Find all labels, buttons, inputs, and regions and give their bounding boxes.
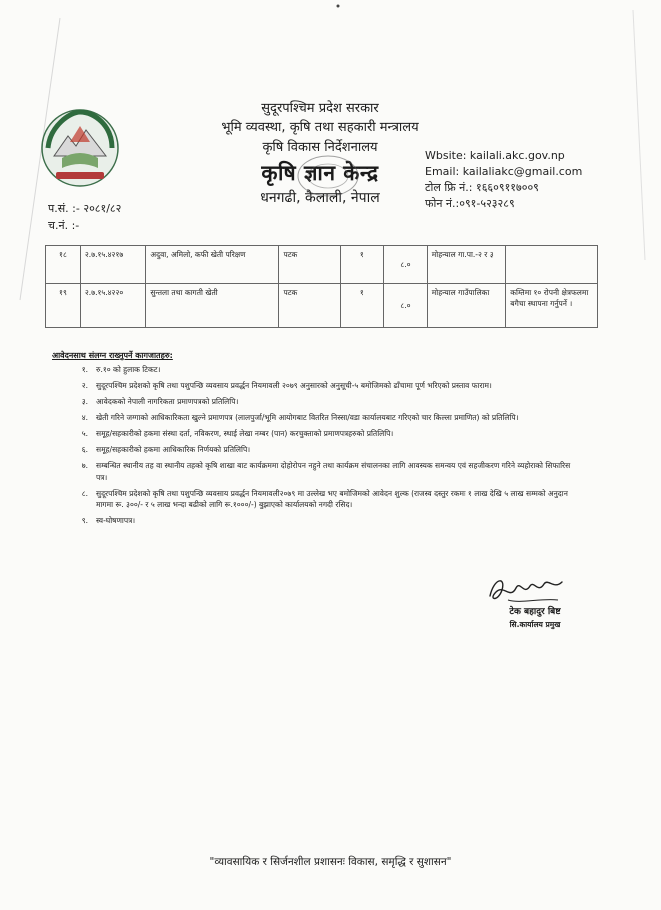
- header-ministry: भूमि व्यवस्था, कृषि तथा सहकारी मन्त्रालय: [221, 120, 419, 135]
- requirements-title: आवेदनसाथ संलग्न राख्नुपर्ने कागजातहरु:: [52, 351, 173, 360]
- list-item: [52, 428, 572, 440]
- website-text: Wbsite: kailali.akc.gov.np: [425, 149, 565, 162]
- item-number: ७.: [81, 461, 88, 470]
- cell-crop: अदुवा, अमिलो, कफी खेती परिक्षण: [146, 246, 279, 284]
- cell-remark: कम्तिमा १० रोपनी क्षेत्रफलमा बगैचा स्थापना गर्नुपर्ने ।: [506, 284, 598, 328]
- item-number: १.: [81, 365, 88, 374]
- dispatch-number: च.नं. :-: [48, 219, 80, 232]
- table-row: [46, 246, 598, 284]
- list-item: [52, 380, 572, 392]
- program-table: [45, 245, 598, 328]
- item-number: ४.: [81, 413, 88, 422]
- cell-amount: ८.०: [384, 246, 428, 284]
- reference-numbers: [48, 200, 121, 234]
- item-number: ८.: [81, 488, 88, 498]
- item-text: खेती गरिने जग्गाको आधिकारिकता खुल्ने प्रमाणपत्र (लालपुर्जा/भूमि आयोगबाट वितरित निस्सा/वडा कार्यालयबाट गरिएको चार किल्ला प्रमाणित) को प्रतिलिपि।: [96, 413, 519, 422]
- item-number: ५.: [81, 429, 88, 438]
- header-government: सुदूरपश्चिम प्रदेश सरकार: [261, 101, 379, 116]
- footer-slogan: "व्यावसायिक र सिर्जनशील प्रशासनः विकास, समृद्धि र सुशासन": [209, 856, 452, 868]
- item-text: सम्बन्धित स्थानीय तह वा स्थानीय तहको कृषि शाखा बाट कार्यक्रममा दोहोरोपन नहुने तथा कार्यक्रम संचालनका लागि आवस्यक समन्वय एवं सहजीकरण गरिने व्यहोराको सिफारिस पत्र।: [96, 461, 571, 482]
- cell-unit: पटक: [279, 284, 340, 328]
- table-row: [46, 284, 598, 328]
- letter-number: प.सं. :- २०८१/८२: [48, 202, 122, 215]
- list-item: [52, 412, 572, 424]
- item-number: ६.: [81, 445, 88, 454]
- cell-amount: ८.०: [384, 284, 428, 328]
- cell-place: मोहन्याल गा.पा.-२ र ३: [427, 246, 506, 284]
- list-item: [52, 364, 572, 376]
- header-office-name: कृषि ज्ञान केन्द्र: [261, 161, 379, 185]
- signature-icon: [480, 570, 570, 608]
- item-text: समूह/सहकारीको हकमा संस्था दर्ता, नविकरण, स्थाई लेखा नम्बर (पान) करचुक्ताको प्रमाणपत्रहरुको प्रतिलिपि।: [96, 429, 394, 438]
- requirements-list: [52, 364, 572, 531]
- cell-qty: १: [340, 246, 384, 284]
- signatory-name: टेक बहादुर बिष्ट: [509, 607, 561, 617]
- list-item: [52, 444, 572, 456]
- tollfree-text: टोल फ्रि नं.: १६६०९११७००९: [425, 181, 539, 194]
- header-directorate: कृषि विकास निर्देशनालय: [262, 140, 378, 155]
- cell-reg: २.७.१५.४२२०: [80, 284, 145, 328]
- contact-block: [425, 148, 625, 212]
- cell-crop: सुन्तला तथा कागती खेती: [146, 284, 279, 328]
- item-text: स्व-घोषणापत्र।: [96, 516, 136, 525]
- cell-unit: पटक: [279, 246, 340, 284]
- item-number: ९.: [81, 516, 88, 525]
- list-item: [52, 515, 572, 527]
- item-text: रु.१० को हुलाक टिकट।: [96, 365, 161, 374]
- item-text: सुदूरपश्चिम प्रदेशको कृषि तथा पशुपन्छि व्यवसाय प्रवर्द्धन नियमावली२०७९ मा उल्लेख भए बमोजिमको आवेदन शुल्क (राजस्व दस्तुर रकमः १ लाख देखि ५ लाख सम्मको अनुदान मागमा रू. ३००/- र ५ लाख भन्दा बढीको लागि रू.१०००/-) बुझाएको कार्यालयको नगदी रसिद।: [96, 488, 568, 509]
- list-item: [52, 460, 572, 483]
- header-address: धनगढी, कैलाली, नेपाल: [260, 190, 380, 206]
- item-number: २.: [81, 381, 88, 390]
- list-item: [52, 488, 572, 511]
- nepal-emblem-icon: [40, 108, 120, 190]
- item-text: सुदूरपश्चिम प्रदेशको कृषि तथा पशुपन्छि व्यवसाय प्रवर्द्धन नियमावली २०७९ अनुसारको अनुसूची-५ बमोजिमको ढाँचामा पूर्ण भरिएको प्रस्ताव फाराम।: [96, 381, 492, 390]
- cell-sn: १९: [46, 284, 81, 328]
- cell-qty: १: [340, 284, 384, 328]
- list-item: [52, 396, 572, 408]
- cell-reg: २.७.१५.४२१७: [80, 246, 145, 284]
- cell-remark: [506, 246, 598, 284]
- signatory-title: सि.कार्यालय प्रमुख: [509, 620, 561, 629]
- office-stamp-icon: [292, 150, 364, 202]
- phone-text: फोन नं.:०९१-५२३२८९: [425, 197, 515, 210]
- cell-sn: १८: [46, 246, 81, 284]
- email-text: Email: kailaliakc@gmail.com: [425, 165, 583, 178]
- item-number: ३.: [81, 397, 88, 406]
- item-text: आवेदकको नेपाली नागरिकता प्रमाणपत्रको प्रतिलिपि।: [96, 397, 239, 406]
- cell-place: मोहन्याल गाउँपालिका: [427, 284, 506, 328]
- item-text: समूह/सहकारीको हकमा आधिकारिक निर्णयको प्रतिलिपि।: [96, 445, 251, 454]
